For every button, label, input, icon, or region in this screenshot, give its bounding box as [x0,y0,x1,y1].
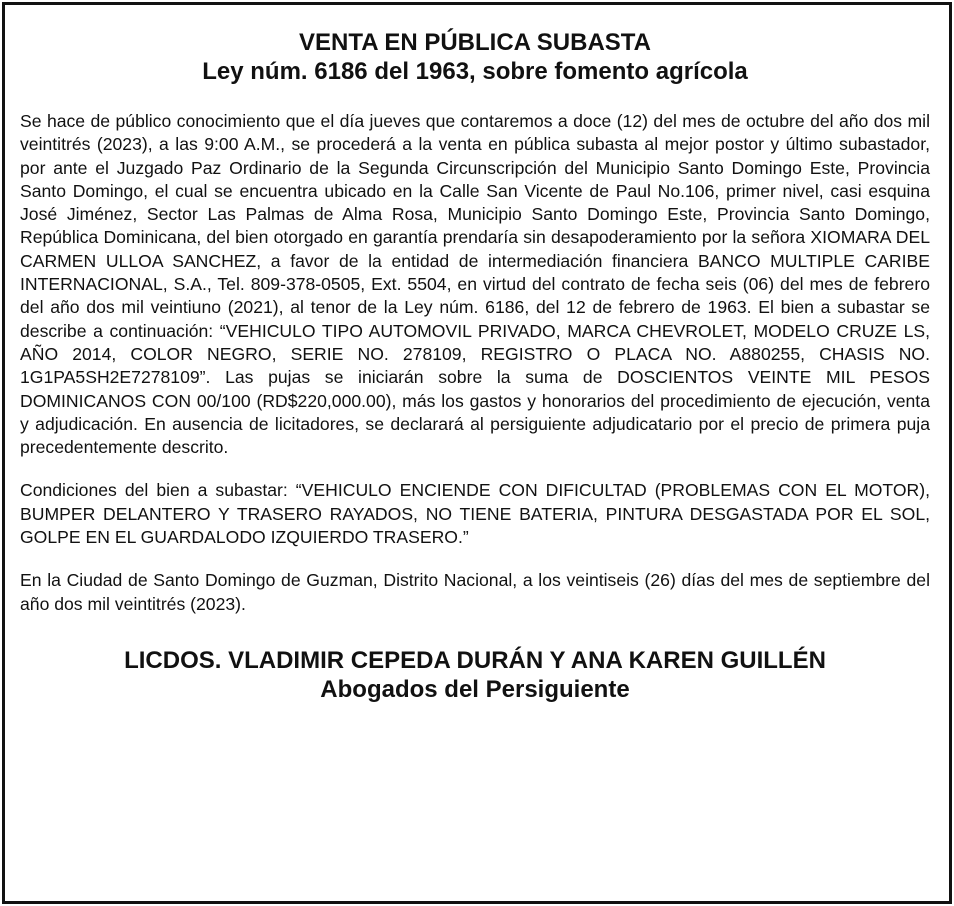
signature-role: Abogados del Persiguiente [320,675,630,703]
notice-subtitle: Ley núm. 6186 del 1963, sobre fomento agrícola [202,58,748,85]
signature-block [20,646,930,704]
asset-conditions-paragraph: Condiciones del bien a subastar: “VEHICULO ENCIENDE CON DIFICULTAD (PROBLEMAS CON EL MOTOR), BUMPER DELANTERO Y TRASERO RAYADOS, NO TIENE BATERIA, PINTURA DESGASTADA POR EL SOL, GOLPE EN EL GUARDALODO IZQUIERDO TRASERO.” [20,480,930,548]
place-date-paragraph: En la Ciudad de Santo Domingo de Guzman, Distrito Nacional, a los veintiseis (26) días del mes de septiembre del año dos mil veintitrés (2023). [20,570,930,614]
signature-names: LICDOS. VLADIMIR CEPEDA DURÁN Y ANA KAREN GUILLÉN [124,646,826,674]
notice-content [20,28,930,704]
auction-announcement-paragraph: Se hace de público conocimiento que el día jueves que contaremos a doce (12) del mes de octubre del año dos mil veintitrés (2023), a las 9:00 A.M., se procederá a la venta en pública subasta al mejor postor y último subastador, por ante el Juzgado Paz Ordinario de la Segunda Circunscripción del Municipio Santo Domingo Este, Provincia Santo Domingo, el cual se encuentra ubicado en la Calle San Vicente de Paul No.106, primer nivel, casi esquina José Jiménez, Sector Las Palmas de Alma Rosa, Municipio Santo Domingo Este, Provincia Santo Domingo, República Dominicana, del bien otorgado en garantía prendaría sin desapoderamiento por la señora XIOMARA DEL CARMEN ULLOA SANCHEZ, a favor de la entidad de intermediación financiera BANCO MULTIPLE CARIBE INTERNACIONAL, S.A., Tel. 809-378-0505, Ext. 5504, en virtud del contrato de fecha seis (06) del mes de febrero del año dos mil veintiuno (2021), al tenor de la Ley núm. 6186, del 12 de febrero de 1963. El bien a subastar se describe a continuación: “VEHICULO TIPO AUTOMOVIL PRIVADO, MARCA CHEVROLET, MODELO CRUZE LS, AÑO 2014, COLOR NEGRO, SERIE NO. 278109, REGISTRO O PLACA NO. A880255, CHASIS NO. 1G1PA5SH2E7278109”. Las pujas se iniciarán sobre la suma de DOSCIENTOS VEINTE MIL PESOS DOMINICANOS CON 00/100 (RD$220,000.00), más los gastos y honorarios del procedimiento de ejecución, venta y adjudicación. En ausencia de licitadores, se declarará al persiguiente adjudicatario por el precio de primera puja precedentemente descrito. [20,111,930,458]
notice-title: VENTA EN PÚBLICA SUBASTA [298,29,651,56]
